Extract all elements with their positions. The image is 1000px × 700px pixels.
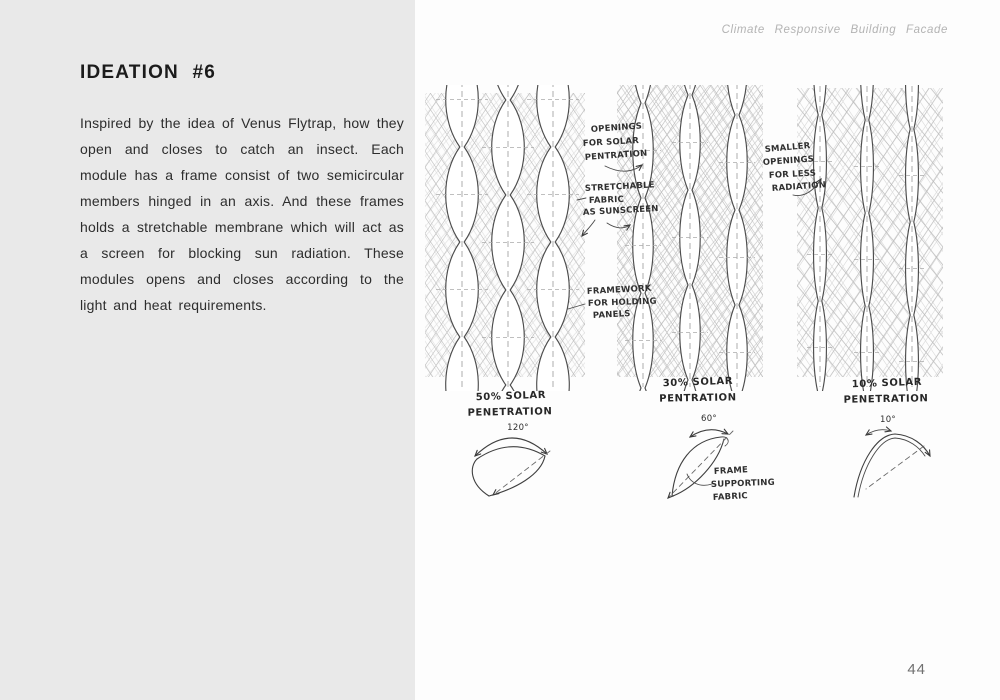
page-number: 44 [907,661,926,678]
annotation-line: FABRIC [712,491,749,503]
facade-sketch [425,85,965,555]
annotation-line: RADIATION [771,180,827,194]
angle-arc-arrow [866,430,891,435]
sketch-area [425,85,965,555]
state-diagram-30 [659,376,775,503]
annotation-line: PENTRATION [584,148,648,163]
state-diagram-10 [843,377,930,497]
annotation-line: FOR SOLAR [582,136,640,149]
facade-panel [797,85,943,492]
annotation-leader [687,474,712,485]
facade-panel [425,85,585,480]
annotation-line: STRETCHABLE [584,180,655,194]
annotation-line: OPENINGS [590,121,643,135]
state-label: 10% SOLAR [851,376,923,391]
state-label: PENETRATION [843,393,929,406]
running-header: Climate Responsive Building Facade [721,24,948,36]
annotation-line: FOR LESS [768,168,817,181]
left-text-panel [0,0,415,700]
state-angle: 120° [507,423,529,433]
state-label: PENTRATION [659,392,737,405]
annotation-line: FOR HOLDING [587,296,657,309]
body-paragraph: Inspired by the idea of Venus Flytrap, how they open and closes to catch an insect. Each module has a frame consist of two semicircular members hinged in an axis. And these frames holds a stretchable membrane which will act as a screen for blocking sun radiation. These modules opens and closes according to the light and heat requirements. [80,115,404,313]
annotation-line: SUPPORTING [710,477,776,490]
state-angle: 60° [701,414,717,424]
module-outline [489,456,545,496]
annotation-line: FRAME [713,465,749,477]
annotation-line: FRAMEWORK [586,283,652,297]
state-label: PENETRATION [467,406,553,419]
annotation-line: PANELS [592,309,631,321]
angle-arc-arrow [690,430,728,437]
state-diagram-50 [467,390,552,496]
annotation-line: FABRIC [588,194,625,206]
page-title: IDEATION #6 [80,62,216,83]
module-outline [854,434,930,497]
annotation-line: SMALLER [764,141,811,155]
module-outline [858,438,925,497]
module-outline [472,459,489,496]
state-label: 50% SOLAR [475,389,547,404]
state-label: 30% SOLAR [662,375,734,390]
annotation-line: OPENINGS [762,154,815,168]
annotation-line: AS SUNSCREEN [582,204,659,218]
state-angle: 10° [880,415,896,425]
facade-panels [425,85,943,492]
chord-dashed-line [493,451,550,495]
frame-curve [477,447,545,459]
